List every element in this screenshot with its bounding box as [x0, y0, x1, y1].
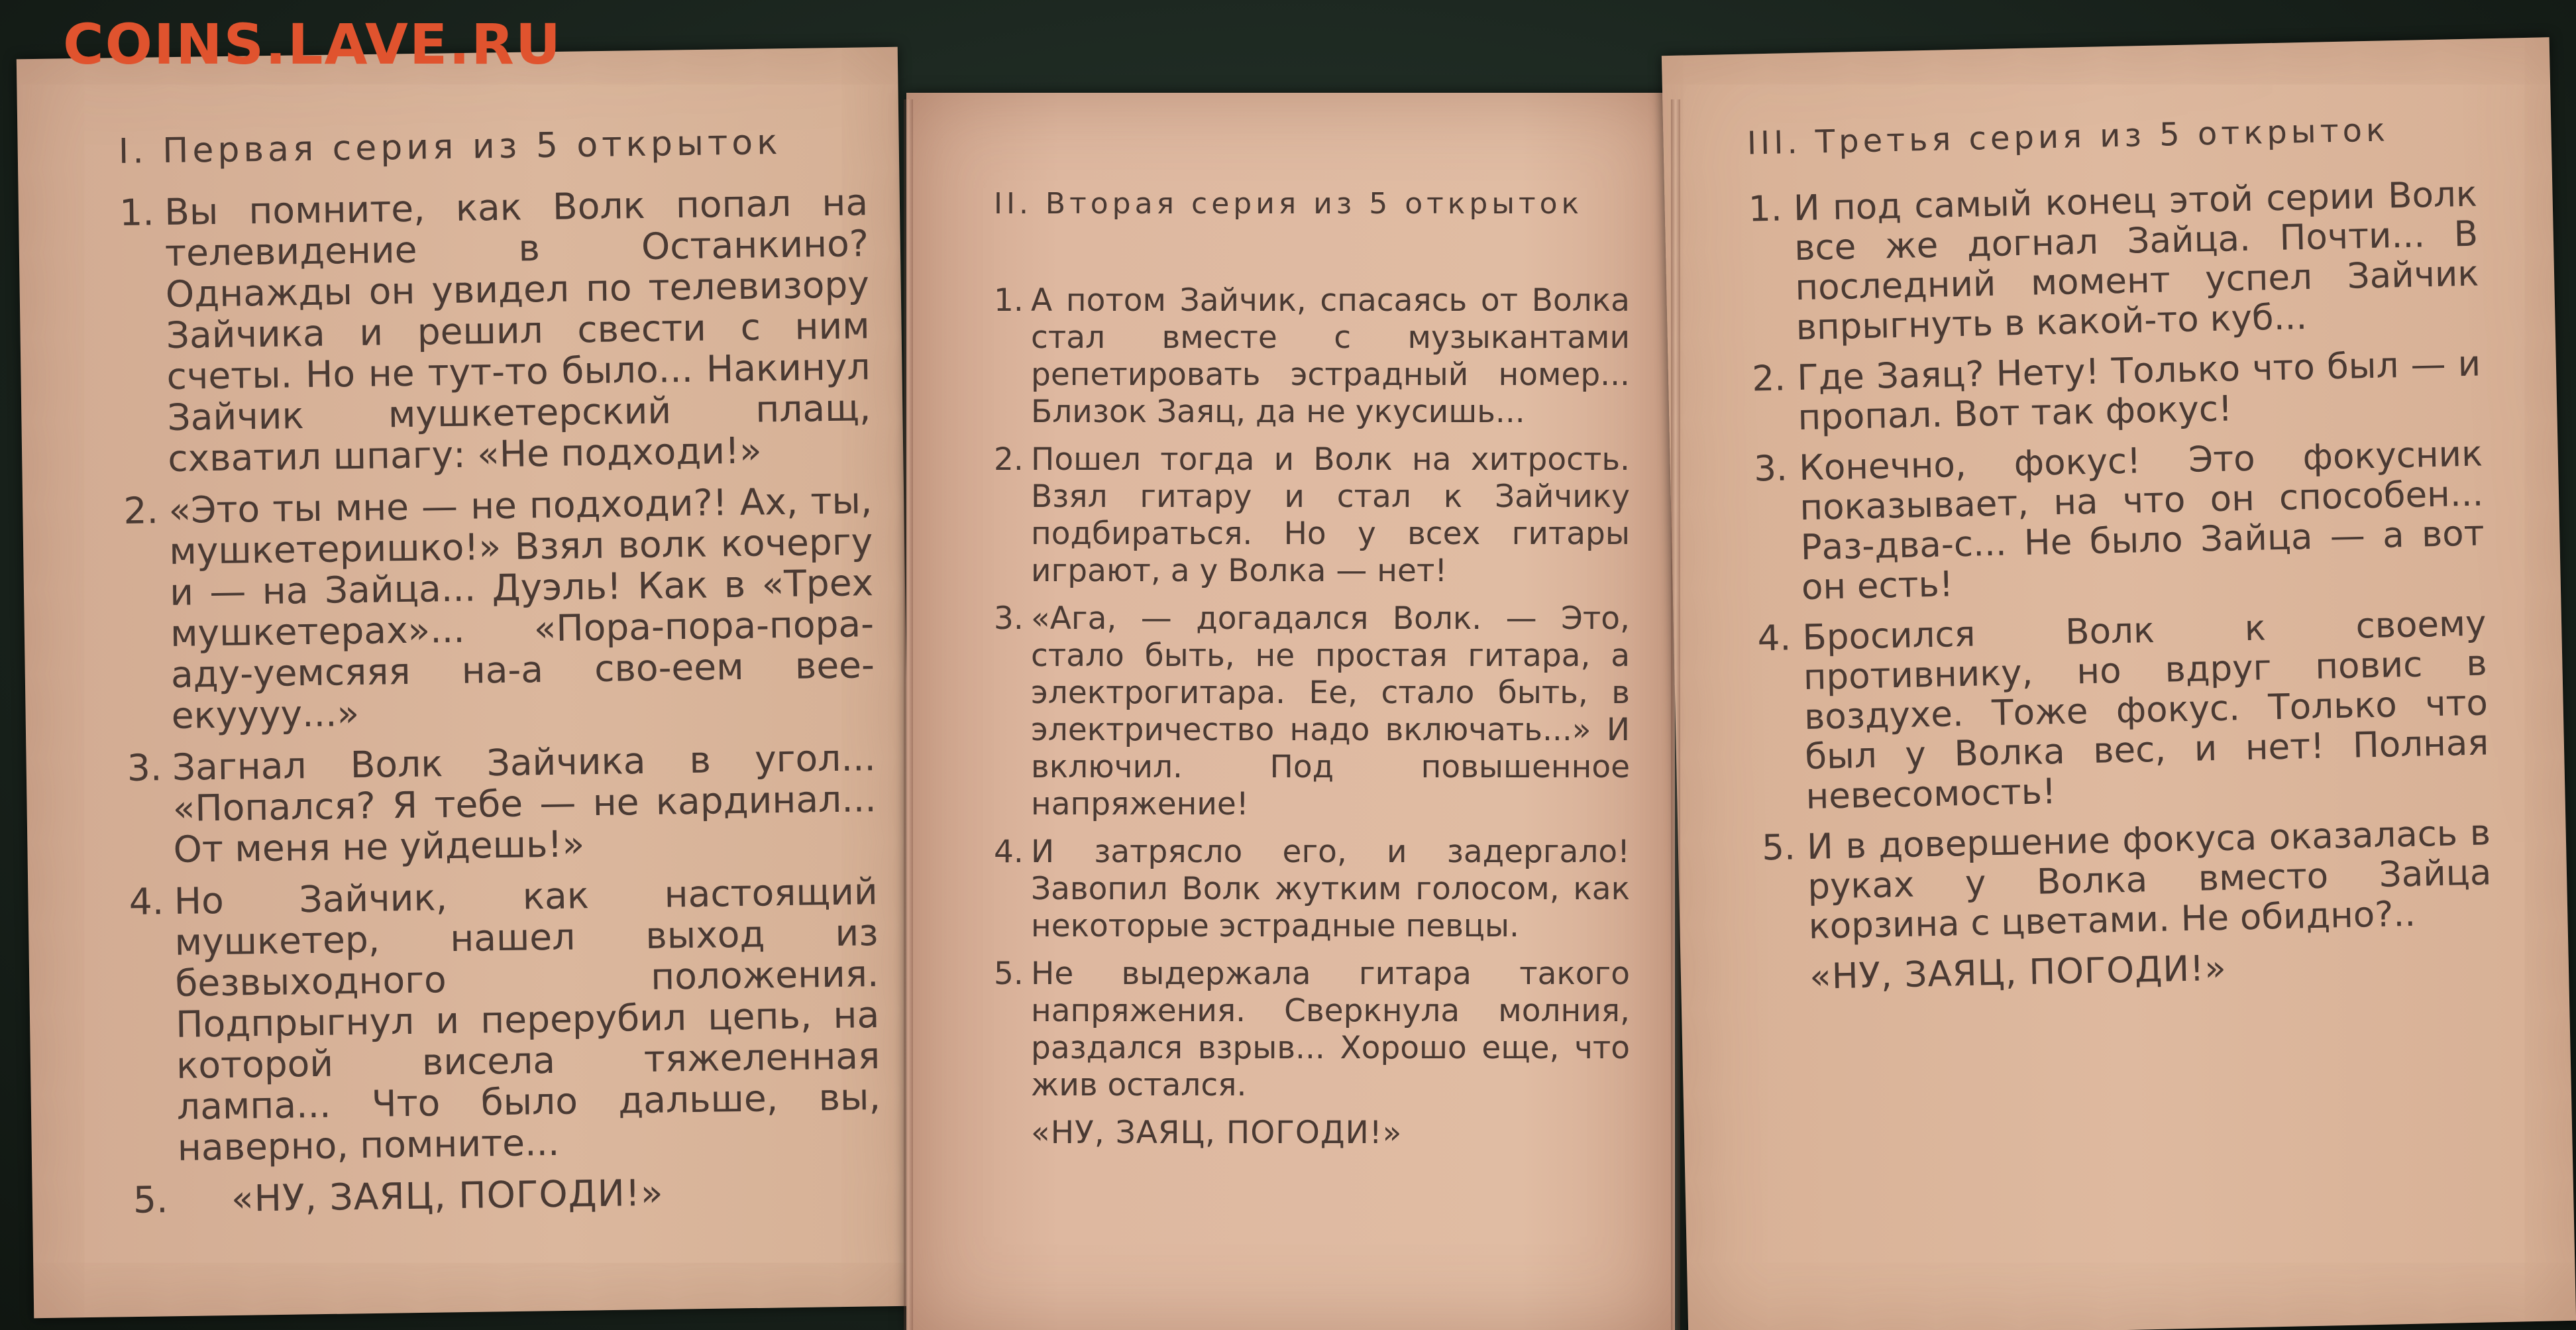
item-number: 4. — [994, 834, 1024, 870]
item-text: Конечно, фокус! Это фокусник показывает, на что он способен... Раз-два-с... Не было Зайца — а вот он есть! — [1798, 433, 2485, 608]
item-number: 4. — [129, 880, 164, 923]
series-3-heading: III. Третья серия из 5 открыток — [1746, 111, 2390, 162]
series-3-refrain: «НУ, ЗАЯЦ, ПОГОДИ!» — [1809, 948, 2227, 997]
series-1-column — [118, 121, 882, 1231]
item-number: 3. — [994, 600, 1024, 637]
item-text: «Это ты мне — не подходи?! Ах, ты, мушкетеришко!» Взял волк кочергу и — на Зайца... Дуэль! Как в «Трех мушкетерах»... «Пора-пора-пора-аду-уемсяяя на-а сво-еем вее-екуууу...» — [168, 479, 875, 737]
series-3-item — [1757, 604, 2490, 818]
item-text: «НУ, ЗАЯЦ, ПОГОДИ!» — [231, 1171, 664, 1220]
item-text: Загнал Волк Зайчика в угол... «Попался? Я тебе — не кардинал... От меня не уйдешь!» — [172, 736, 877, 871]
series-1-item — [127, 737, 877, 871]
item-number: 2. — [994, 441, 1024, 478]
item-number: 2. — [1751, 358, 1786, 400]
item-text: Не выдержала гитара такого напряжения. Сверкнула молния, раздался взрыв... Хорошо еще, что жив остался. — [1031, 956, 1630, 1103]
item-number: 1. — [994, 282, 1024, 319]
item-number: 3. — [127, 746, 162, 789]
booklet-fold-left — [904, 99, 913, 1330]
series-3-item — [1754, 435, 2486, 609]
item-number: 1. — [119, 191, 155, 234]
item-text: А потом Зайчик, спасаясь от Волка стал вместе с музыкантами репетировать эстрадный номер... Близок Заяц, да не укусишь... — [1031, 282, 1630, 430]
series-3-item — [1752, 345, 2482, 439]
item-text: Пошел тогда и Волк на хитрость. Взял гитару и стал к Зайчику подбираться. Но у всех гитары играют, а у Волка — нет! — [1031, 441, 1630, 589]
series-2-column — [994, 186, 1630, 1152]
item-number: 4. — [1756, 618, 1792, 659]
series-2-item — [994, 600, 1630, 823]
series-1-item — [133, 1169, 883, 1221]
item-number: 3. — [1753, 448, 1788, 490]
series-1-heading: I. Первая серия из 5 открыток — [118, 122, 782, 172]
series-3-item — [1762, 813, 2493, 948]
series-2-item — [994, 441, 1630, 590]
item-text: Где Заяц? Нету! Только что был — и пропал. Вот так фокус! — [1796, 343, 2481, 439]
series-2-item — [994, 956, 1630, 1104]
watermark: COINS.LAVE.RU — [63, 12, 563, 77]
series-2-heading: II. Вторая серия из 5 открыток — [994, 187, 1583, 221]
item-number: 5. — [1761, 827, 1796, 869]
item-number: 2. — [123, 489, 159, 532]
series-1-item — [119, 182, 872, 480]
series-3-item — [1748, 175, 2480, 349]
item-number: 5. — [133, 1178, 168, 1221]
item-text: Вы помните, как Волк попал на телевидение в Останкино? Однажды он увидел по телевизору Зайчика и решил свести с ним счеты. Но не тут-то было... Накинул Зайчик мушкетерский плащ, схватил шпагу: «Не подходи!» — [164, 181, 871, 480]
booklet-fold-right — [1671, 99, 1680, 1330]
series-2-refrain: «НУ, ЗАЯЦ, ПОГОДИ!» — [1031, 1115, 1403, 1151]
item-text: «Ага, — догадался Волк. — Это, стало быть, не простая гитара, а электрогитара. Ее, стало быть, в электричество надо включать...» И включил. Под повышенное напряжение! — [1031, 600, 1630, 822]
series-2-item — [994, 834, 1630, 945]
item-text: Но Зайчик, как настоящий мушкетер, нашел выход из безвыходного положения. Подпрыгнул и перерубил цепь, на которой висела тяжеленная лампа... Что было дальше, вы, наверно, помните... — [174, 870, 881, 1169]
series-3-column — [1746, 109, 2493, 999]
item-text: И затрясло его, и задергало! Завопил Волк жутким голосом, как некоторые эстрадные певцы. — [1031, 834, 1630, 944]
series-1-item — [129, 871, 881, 1169]
series-1-item — [123, 480, 875, 737]
item-text: И под самый конец этой серии Волк все же догнал Зайца. Почти... В последний момент успел Зайчик впрыгнуть в какой-то куб... — [1793, 174, 2479, 349]
item-text: Бросился Волк к своему противнику, но вдруг повис в воздухе. Тоже фокус. Только что был у Волка вес, и нет! Полная невесомость! — [1801, 603, 2489, 818]
item-text: И в довершение фокуса оказалась в руках у Волка вместо Зайца корзина с цветами. Не обидно?.. — [1806, 812, 2492, 947]
item-number: 1. — [1748, 188, 1783, 230]
series-2-item — [994, 282, 1630, 431]
item-number: 5. — [994, 956, 1024, 992]
